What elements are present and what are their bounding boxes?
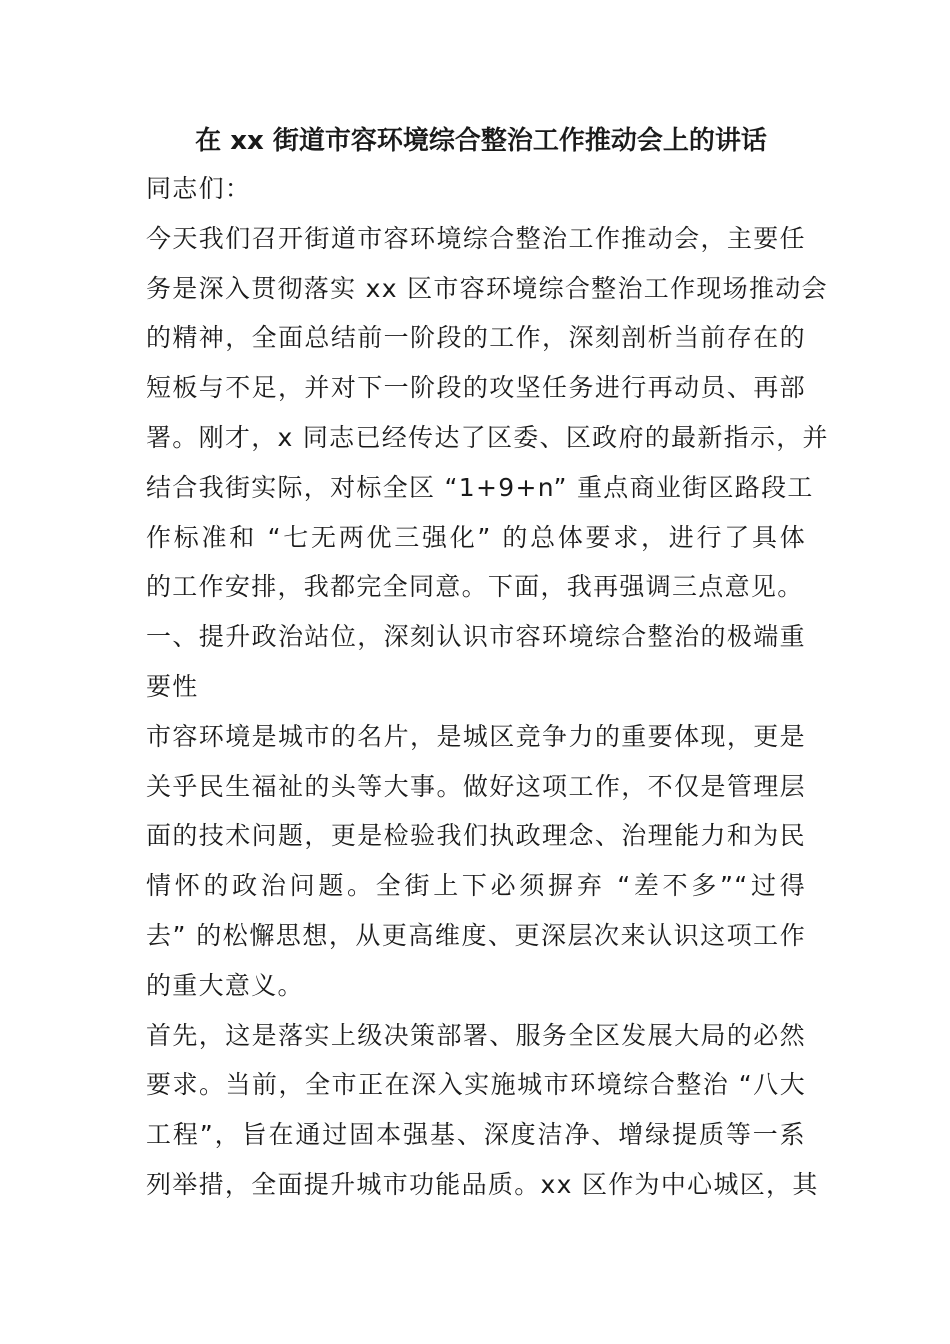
document-page <box>146 118 829 1210</box>
salutation: 同志们： <box>146 174 252 203</box>
paragraph-line: 结合我街实际，对标全区 “1+9+n” 重点商业街区路段工 <box>146 472 814 502</box>
paragraph-line: 署。刚才，x 同志已经传达了区委、区政府的最新指示，并 <box>146 422 829 452</box>
heading-line: 要性 <box>146 671 199 701</box>
document-title: 在 xx 街道市容环境综合整治工作推动会上的讲话 <box>195 126 767 156</box>
paragraph-line: 的工作安排，我都完全同意。下面，我再强调三点意见。 <box>146 572 804 602</box>
paragraph-line: 去” 的松懈思想，从更高维度、更深层次来认识这项工作 <box>146 920 806 950</box>
paragraph-line: 工程”，旨在通过固本强基、深度洁净、增绿提质等一系 <box>146 1120 806 1150</box>
paragraph-line: 今天我们召开街道市容环境综合整治工作推动会，主要任 <box>146 223 806 253</box>
paragraph-line: 首先，这是落实上级决策部署、服务全区发展大局的必然 <box>146 1020 806 1050</box>
paragraph-first-point <box>146 1011 819 1210</box>
section-heading-1 <box>146 612 806 712</box>
paragraph-line: 市容环境是城市的名片，是城区竞争力的重要体现，更是 <box>146 721 806 751</box>
paragraph-intro <box>146 214 829 612</box>
heading-line: 一、提升政治站位，深刻认识市容环境综合整治的极端重 <box>146 622 806 652</box>
paragraph-line: 要求。当前，全市正在深入实施城市环境综合整治 “八大 <box>146 1070 806 1100</box>
paragraph-line: 面的技术问题，更是检验我们执政理念、治理能力和为民 <box>146 821 806 851</box>
paragraph-significance <box>146 712 806 1011</box>
paragraph-line: 情怀的政治问题。全街上下必须摒弃 “差不多”“过得 <box>146 871 806 901</box>
paragraph-line: 作标准和 “七无两优三强化” 的总体要求，进行了具体 <box>146 522 806 552</box>
paragraph-line: 短板与不足，并对下一阶段的攻坚任务进行再动员、再部 <box>146 373 806 403</box>
paragraph-line: 务是深入贯彻落实 xx 区市容环境综合整治工作现场推动会 <box>146 273 828 303</box>
paragraph-line: 的精神，全面总结前一阶段的工作，深刻剖析当前存在的 <box>146 323 806 353</box>
paragraph-line: 的重大意义。 <box>146 970 304 1000</box>
paragraph-line: 列举措，全面提升城市功能品质。xx 区作为中心城区，其 <box>146 1169 819 1199</box>
paragraph-line: 关乎民生福祉的头等大事。做好这项工作，不仅是管理层 <box>146 771 806 801</box>
